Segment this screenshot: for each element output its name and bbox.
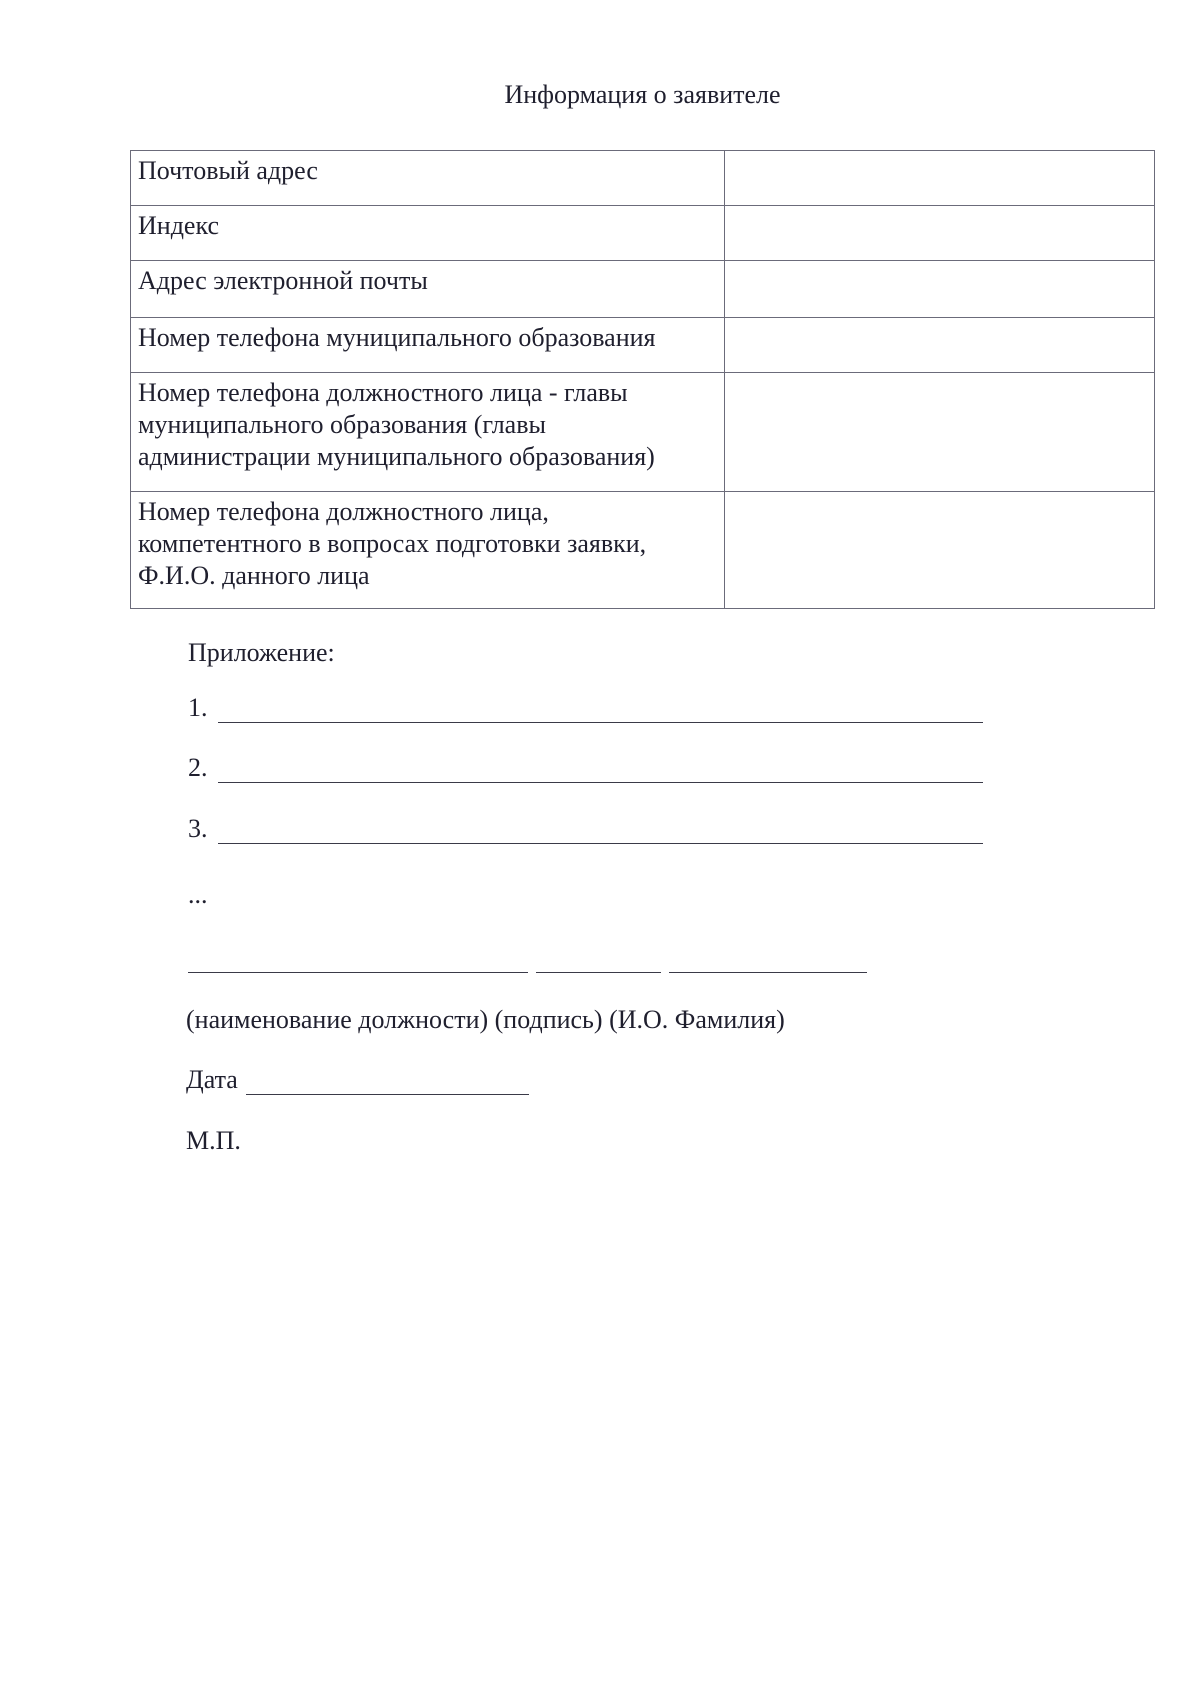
date-label: Дата [186,1065,238,1094]
stamp-placeholder: М.П. [186,1126,241,1155]
signature-blank-line[interactable] [536,946,661,973]
appendix-item-blank-line[interactable] [218,754,983,783]
appendix-item [188,814,983,844]
table-row [131,206,1155,261]
field-value-index[interactable] [724,206,1154,261]
field-value-postal-address[interactable] [724,151,1154,206]
date-blank-line[interactable] [246,1068,529,1095]
appendix-item [188,753,983,783]
field-label-index: Индекс [131,206,725,261]
document-title: Информация о заявителе [504,80,781,109]
field-value-municipality-phone[interactable] [724,318,1154,373]
appendix-item [188,693,983,723]
position-blank-line[interactable] [188,946,528,973]
date-field [186,1065,529,1095]
table-row [131,151,1155,206]
table-row [131,261,1155,318]
field-label-email: Адрес электронной почты [131,261,725,318]
appendix-item-number: 2. [188,753,208,782]
field-value-contact-person-phone[interactable] [724,492,1154,609]
table-row [131,373,1155,492]
applicant-info-table [130,150,1155,609]
field-label-head-phone: Номер телефона должностного лица - главы муниципального образования (главы администрации муниципального образования) [131,373,725,492]
field-label-municipality-phone: Номер телефона муниципального образования [131,318,725,373]
appendix-ellipsis: ... [188,880,208,909]
signature-lines [188,946,875,973]
field-label-postal-address: Почтовый адрес [131,151,725,206]
signature-caption: (наименование должности) (подпись) (И.О. Фамилия) [186,1005,785,1034]
appendix-item-number: 3. [188,814,208,843]
field-label-contact-person-phone: Номер телефона должностного лица, компетентного в вопросах подготовки заявки, Ф.И.О. данного лица [131,492,725,609]
name-blank-line[interactable] [669,946,867,973]
table-row [131,318,1155,373]
appendix-item-blank-line[interactable] [218,694,983,723]
appendix-item-number: 1. [188,693,208,722]
appendix-heading: Приложение: [188,638,335,667]
field-value-email[interactable] [724,261,1154,318]
field-value-head-phone[interactable] [724,373,1154,492]
appendix-item-blank-line[interactable] [218,815,983,844]
table-row [131,492,1155,609]
